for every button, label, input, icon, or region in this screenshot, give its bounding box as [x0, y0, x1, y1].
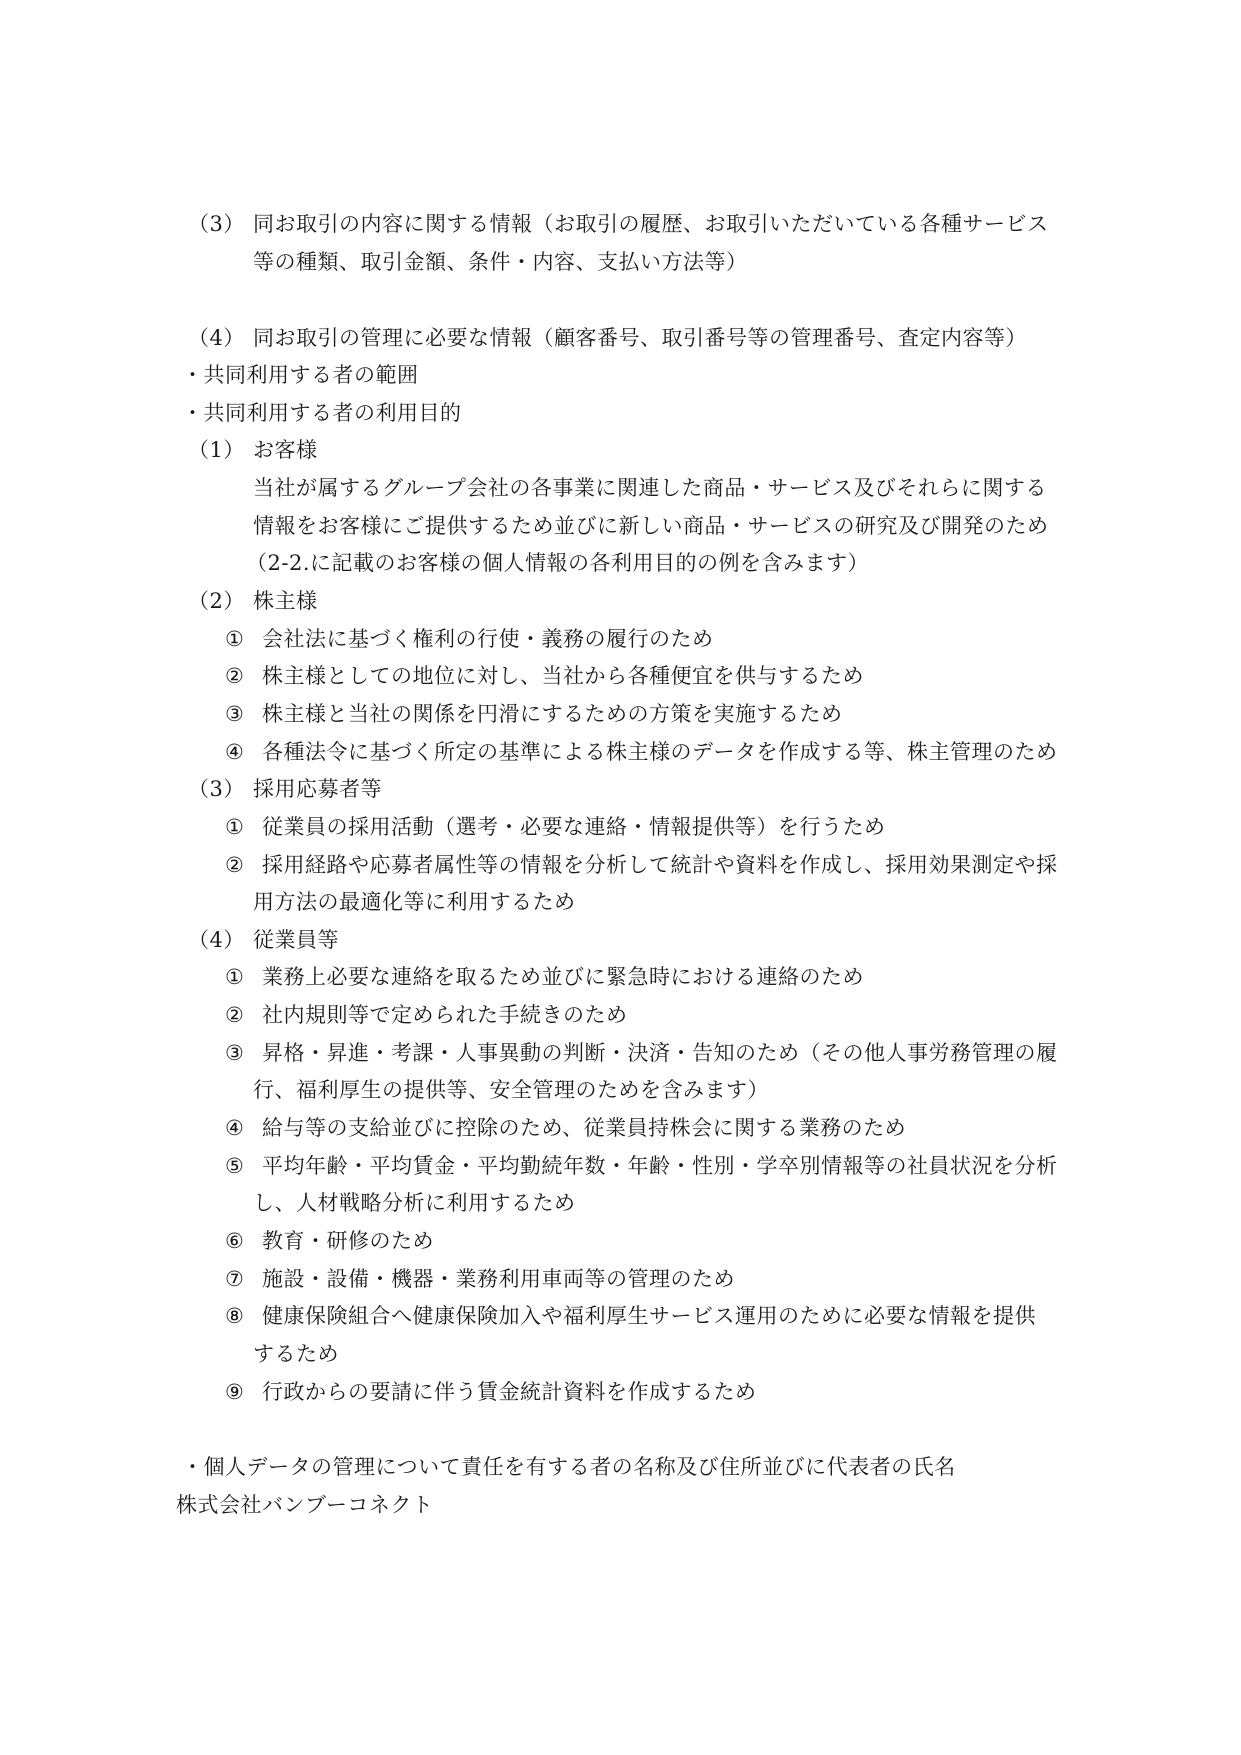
list-marker: ① — [225, 815, 245, 839]
list-marker: ⑥ — [225, 1229, 245, 1253]
paragraph-line: 等の種類、取引金額、条件・内容、支払い方法等） — [253, 250, 748, 274]
section-heading: お客様 — [253, 438, 318, 462]
list-marker: ② — [225, 664, 245, 688]
bullet-heading: ・共同利用する者の利用目的 — [182, 401, 462, 425]
bullet-heading: ・個人データの管理について責任を有する者の名称及び住所並びに代表者の氏名 — [182, 1455, 956, 1479]
list-marker: ⑧ — [225, 1304, 245, 1328]
list-item: 社内規則等で定められた手続きのため — [262, 1003, 628, 1027]
list-number: （3） — [188, 212, 245, 236]
list-number: （1） — [188, 438, 245, 462]
section-heading: 従業員等 — [253, 928, 339, 952]
list-marker: ② — [225, 853, 245, 877]
bullet-heading: ・共同利用する者の範囲 — [182, 363, 419, 387]
list-marker: ④ — [225, 1116, 245, 1140]
section-heading: 株主様 — [253, 589, 318, 613]
list-item: 従業員の採用活動（選考・必要な連絡・情報提供等）を行うため — [262, 815, 886, 839]
list-item: 株主様としての地位に対し、当社から各種便宜を供与するため — [262, 664, 864, 688]
list-marker: ⑤ — [225, 1154, 245, 1178]
company-name: 株式会社バンブーコネクト — [176, 1493, 434, 1517]
paragraph-line: （2-2.に記載のお客様の個人情報の各利用目的の例を含みます） — [246, 551, 869, 575]
list-item: 健康保険組合へ健康保険加入や福利厚生サービス運用のために必要な情報を提供 — [262, 1304, 1036, 1328]
list-number: （4） — [188, 928, 245, 952]
paragraph-line: 当社が属するグループ会社の各事業に関連した商品・サービス及びそれらに関する — [253, 476, 1047, 500]
list-marker: ① — [225, 627, 245, 651]
list-marker: ⑨ — [225, 1380, 245, 1404]
list-item: 採用経路や応募者属性等の情報を分析して統計や資料を作成し、採用効果測定や採 — [262, 853, 1058, 877]
list-item: 株主様と当社の関係を円滑にするための方策を実施するため — [262, 702, 843, 726]
list-item: 昇格・昇進・考課・人事異動の判断・決済・告知のため（その他人事労務管理の履 — [262, 1041, 1058, 1065]
list-item-continued: 行、福利厚生の提供等、安全管理のためを含みます） — [253, 1078, 769, 1102]
list-item: 業務上必要な連絡を取るため並びに緊急時における連絡のため — [262, 965, 864, 989]
list-item-continued: し、人材戦略分析に利用するため — [253, 1191, 576, 1215]
paragraph-line: 同お取引の内容に関する情報（お取引の履歴、お取引いただいている各種サービス — [253, 212, 1049, 236]
paragraph-line: 情報をお客様にご提供するため並びに新しい商品・サービスの研究及び開発のため — [253, 514, 1049, 538]
list-marker: ③ — [225, 702, 245, 726]
list-marker: ⑦ — [225, 1267, 245, 1291]
list-item: 教育・研修のため — [262, 1229, 434, 1253]
paragraph-line: 同お取引の管理に必要な情報（顧客番号、取引番号等の管理番号、査定内容等） — [253, 326, 1027, 350]
list-item: 各種法令に基づく所定の基準による株主様のデータを作成する等、株主管理のため — [262, 740, 1058, 764]
list-marker: ④ — [225, 740, 245, 764]
list-item: 平均年齢・平均賃金・平均勤続年数・年齢・性別・学卒別情報等の社員状況を分析 — [262, 1154, 1058, 1178]
list-item: 行政からの要請に伴う賃金統計資料を作成するため — [262, 1380, 757, 1404]
list-item-continued: するため — [253, 1342, 339, 1366]
list-marker: ② — [225, 1003, 245, 1027]
list-item: 給与等の支給並びに控除のため、従業員持株会に関する業務のため — [262, 1116, 907, 1140]
list-item: 会社法に基づく権利の行使・義務の履行のため — [262, 627, 714, 651]
list-number: （3） — [188, 777, 245, 801]
list-number: （2） — [188, 589, 245, 613]
list-marker: ③ — [225, 1041, 245, 1065]
list-number: （4） — [188, 326, 245, 350]
list-item: 施設・設備・機器・業務利用車両等の管理のため — [262, 1267, 735, 1291]
list-item-continued: 用方法の最適化等に利用するため — [253, 890, 576, 914]
section-heading: 採用応募者等 — [253, 777, 382, 801]
list-marker: ① — [225, 965, 245, 989]
